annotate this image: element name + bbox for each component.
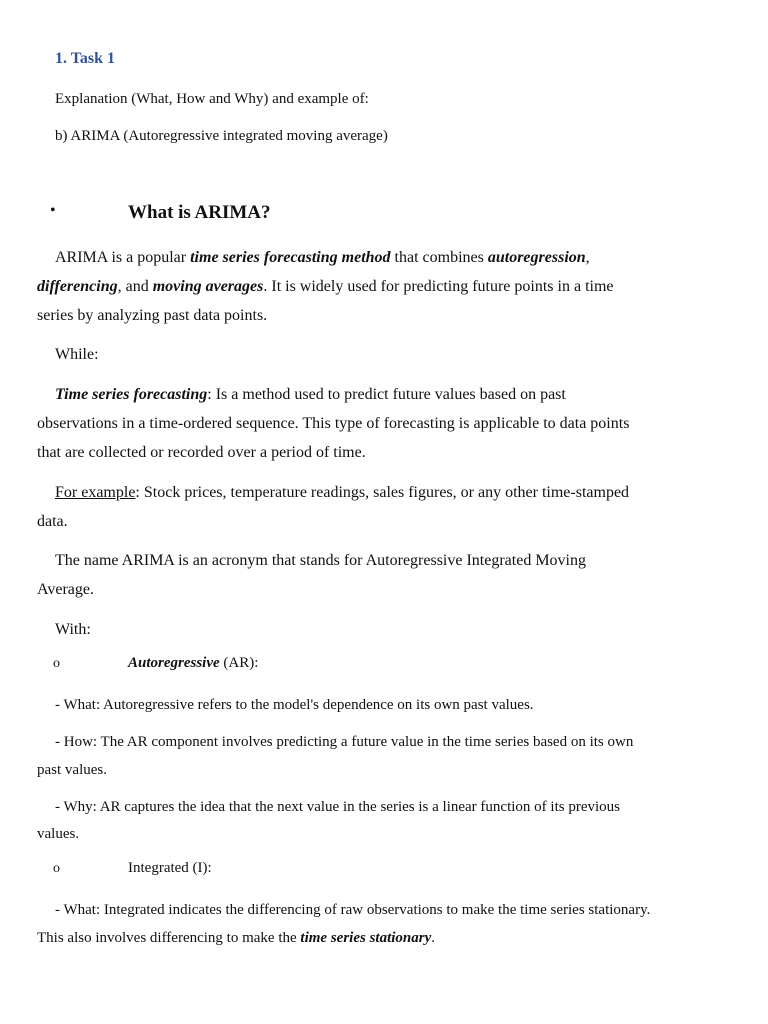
ar-what: - What: Autoregressive refers to the model's dependence on its own past values. — [55, 697, 534, 713]
while-label: While: — [55, 346, 99, 363]
with-label: With: — [55, 621, 91, 638]
tsf-line-2: observations in a time-ordered sequence. This type of forecasting is applicable to data points — [37, 415, 630, 432]
intro-line-3: series by analyzing past data points. — [37, 307, 268, 324]
acronym-line-2: Average. — [37, 581, 94, 598]
circle-bullet-icon: o — [53, 861, 60, 876]
circle-bullet-icon: o — [53, 656, 60, 671]
example-line-1: For example: Stock prices, temperature readings, sales figures, or any other time-stamped — [55, 484, 630, 501]
ar-why-1: - Why: AR captures the idea that the next value in the series is a linear function of its previous — [55, 799, 620, 815]
ar-how-2: past values. — [37, 762, 107, 778]
bullet-icon: • — [50, 202, 56, 219]
ar-why-2: values. — [37, 826, 80, 842]
ar-how-1: - How: The AR component involves predicting a future value in the time series based on its own — [55, 734, 634, 750]
integrated-title: Integrated (I): — [128, 860, 212, 876]
tsf-line-3: that are collected or recorded over a period of time. — [37, 444, 366, 461]
integrated-what-1: - What: Integrated indicates the differencing of raw observations to make the time series stationary. — [55, 902, 651, 918]
integrated-what-2: This also involves differencing to make the time series stationary. — [37, 930, 436, 946]
ar-title: Autoregressive (AR): — [128, 655, 259, 671]
task-heading: 1. Task 1 — [55, 50, 116, 67]
intro-line-1: ARIMA is a popular time series forecasting method that combines autoregression, — [55, 249, 590, 266]
example-line-2: data. — [37, 513, 68, 530]
intro-line-2: differencing, and moving averages. It is widely used for predicting future points in a time — [37, 278, 614, 295]
acronym-line-1: The name ARIMA is an acronym that stands for Autoregressive Integrated Moving — [55, 552, 586, 569]
topic-line: b) ARIMA (Autoregressive integrated moving average) — [55, 128, 388, 144]
explanation-line: Explanation (What, How and Why) and example of: — [55, 91, 369, 107]
tsf-line-1: Time series forecasting: Is a method used to predict future values based on past — [55, 386, 566, 403]
section-title: What is ARIMA? — [128, 202, 271, 223]
